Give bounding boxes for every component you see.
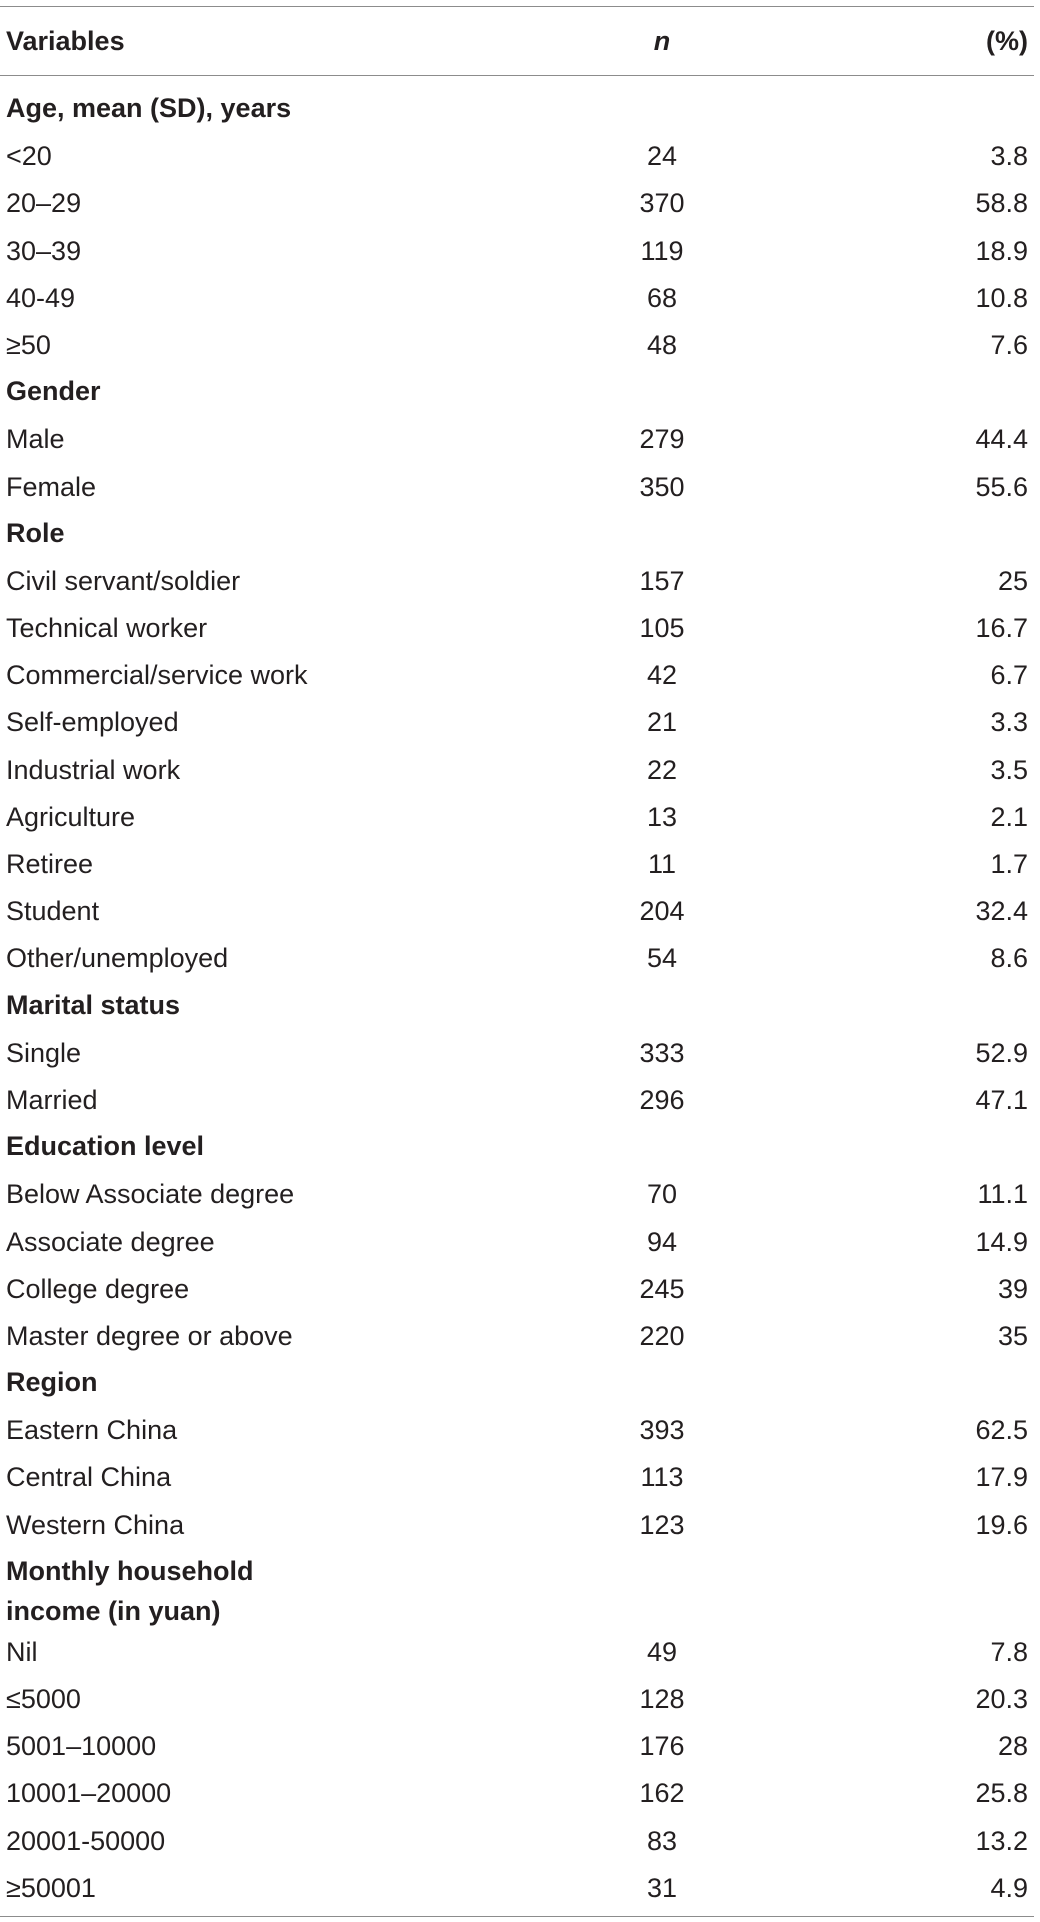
- percent-value: 7.8: [990, 1636, 1028, 1667]
- section-header-row: [0, 371, 1040, 418]
- variable-label: 20001-50000: [6, 1825, 166, 1856]
- count-value: 94: [646, 1226, 678, 1257]
- table-row: [0, 937, 1040, 984]
- percent-value: 2.1: [990, 801, 1028, 832]
- section-header-row: [0, 513, 1040, 560]
- variable-label: Female: [6, 471, 97, 502]
- count-value: 42: [646, 660, 678, 691]
- variable-label: Single: [6, 1037, 82, 1068]
- section-header-row: [0, 1126, 1040, 1173]
- percent-value: 3.5: [990, 754, 1028, 785]
- table-body: [0, 88, 1040, 1914]
- section-label: Monthly household income (in yuan): [6, 1555, 254, 1626]
- header-variables: Variables: [6, 26, 125, 56]
- percent-value: 62.5: [975, 1415, 1028, 1446]
- header-n-label: n: [653, 26, 671, 56]
- variable-label: ≤5000: [6, 1684, 81, 1714]
- count-value: 119: [640, 235, 684, 266]
- percent-value: 10.8: [975, 282, 1028, 313]
- section-label: Education level: [6, 1131, 205, 1162]
- variable-label: Self-employed: [6, 707, 179, 738]
- variable-label: Western China: [6, 1509, 185, 1540]
- count-value: 22: [646, 754, 678, 785]
- variable-label: Eastern China: [6, 1415, 178, 1446]
- percent-value: 1.7: [990, 849, 1028, 879]
- count-value: 393: [639, 1415, 685, 1446]
- variable-label: <20: [6, 141, 52, 172]
- table-row: [0, 1173, 1040, 1220]
- table-row: [0, 654, 1040, 701]
- variable-label: Technical worker: [6, 613, 208, 644]
- table-row: [0, 1631, 1040, 1678]
- table-row: [0, 135, 1040, 182]
- count-value: 123: [639, 1509, 685, 1540]
- count-value: 49: [646, 1636, 678, 1667]
- count-value: 70: [646, 1179, 678, 1210]
- table-row: [0, 230, 1040, 277]
- count-value: 128: [639, 1684, 685, 1714]
- table-row: [0, 749, 1040, 796]
- section-label: Role: [6, 517, 65, 548]
- section-header-row: [0, 1551, 1040, 1631]
- variable-label: ≥50001: [6, 1872, 96, 1903]
- section-header-row: [0, 985, 1040, 1032]
- percent-value: 32.4: [975, 896, 1028, 927]
- table-row: [0, 1409, 1040, 1456]
- count-value: 13: [646, 801, 678, 832]
- variable-label: Nil: [6, 1636, 38, 1667]
- percent-value: 18.9: [975, 235, 1028, 266]
- count-value: 162: [639, 1778, 685, 1809]
- percent-value: 28: [997, 1731, 1028, 1762]
- table-row: [0, 560, 1040, 607]
- section-header-row: [0, 88, 1040, 135]
- count-value: 21: [646, 707, 678, 738]
- table-row: [0, 182, 1040, 229]
- variable-label: Master degree or above: [6, 1320, 293, 1351]
- variable-label: Student: [6, 896, 100, 927]
- table-row: [0, 796, 1040, 843]
- variable-label: Male: [6, 424, 65, 455]
- table-row: [0, 1221, 1040, 1268]
- count-value: 105: [639, 613, 685, 644]
- percent-value: 4.9: [990, 1872, 1028, 1903]
- table-row: [0, 1032, 1040, 1079]
- count-value: 296: [639, 1084, 685, 1115]
- percent-value: 47.1: [975, 1084, 1028, 1115]
- percent-value: 19.6: [975, 1509, 1028, 1540]
- count-value: 245: [639, 1273, 685, 1304]
- count-value: 220: [639, 1320, 685, 1351]
- variable-label: Associate degree: [6, 1226, 215, 1257]
- table-row: [0, 843, 1040, 890]
- table-row: [0, 466, 1040, 513]
- table-row: [0, 1772, 1040, 1819]
- count-value: 370: [639, 188, 685, 219]
- table-row: [0, 701, 1040, 748]
- table-row: [0, 324, 1040, 371]
- table-row: [0, 1456, 1040, 1503]
- variable-label: College degree: [6, 1273, 190, 1304]
- table-row: [0, 1820, 1040, 1867]
- table-row: [0, 1268, 1040, 1315]
- table-row: [0, 1079, 1040, 1126]
- variable-label: Agriculture: [6, 801, 136, 832]
- table-row: [0, 1504, 1040, 1551]
- variable-label: Below Associate degree: [6, 1179, 295, 1210]
- count-value: 11: [647, 849, 677, 879]
- section-label: Region: [6, 1367, 98, 1398]
- percent-value: 20.3: [975, 1684, 1028, 1714]
- header-rule: [0, 75, 1034, 76]
- percent-value: 17.9: [975, 1462, 1028, 1493]
- variable-label: 40-49: [6, 282, 76, 313]
- percent-value: 52.9: [975, 1037, 1028, 1068]
- percent-value: 8.6: [990, 943, 1028, 974]
- header-percent: (%): [986, 26, 1028, 56]
- count-value: 176: [639, 1731, 685, 1762]
- percent-value: 39: [997, 1273, 1028, 1304]
- count-value: 83: [646, 1825, 678, 1856]
- section-header-row: [0, 1362, 1040, 1409]
- count-value: 279: [639, 424, 685, 455]
- variable-label: Industrial work: [6, 754, 181, 785]
- variable-label: Other/unemployed: [6, 943, 229, 974]
- percent-value: 55.6: [975, 471, 1028, 502]
- variable-label: 20–29: [6, 188, 82, 219]
- section-label: Gender: [6, 376, 101, 407]
- percent-value: 44.4: [975, 424, 1028, 455]
- variable-label: Central China: [6, 1462, 172, 1493]
- section-label: Marital status: [6, 989, 181, 1020]
- bottom-rule: [0, 1916, 1034, 1917]
- percent-value: 7.6: [990, 329, 1028, 360]
- variable-label: ≥50: [6, 329, 51, 360]
- section-label: Age, mean (SD), years: [6, 93, 292, 123]
- percent-value: 35: [997, 1320, 1028, 1351]
- percent-value: 13.2: [975, 1825, 1028, 1856]
- variable-label: Married: [6, 1084, 98, 1115]
- count-value: 48: [646, 329, 678, 360]
- count-value: 54: [646, 943, 678, 974]
- count-value: 24: [646, 141, 678, 172]
- table-row: [0, 1867, 1040, 1914]
- count-value: 204: [639, 896, 685, 927]
- percent-value: 25: [997, 565, 1028, 596]
- count-value: 157: [639, 565, 685, 596]
- count-value: 31: [646, 1872, 678, 1903]
- percent-value: 3.8: [990, 141, 1028, 172]
- percent-value: 11.1: [977, 1179, 1028, 1210]
- percent-value: 14.9: [975, 1226, 1028, 1257]
- percent-value: 16.7: [975, 613, 1028, 644]
- variable-label: Civil servant/soldier: [6, 565, 241, 596]
- variable-label: Retiree: [6, 849, 94, 879]
- percent-value: 6.7: [990, 660, 1028, 691]
- count-value: 113: [640, 1462, 684, 1493]
- percent-value: 3.3: [990, 707, 1028, 738]
- table-header-row: [0, 10, 1040, 74]
- table-row: [0, 418, 1040, 465]
- percent-value: 25.8: [975, 1778, 1028, 1809]
- count-value: 333: [639, 1037, 685, 1068]
- variable-label: 5001–10000: [6, 1731, 157, 1762]
- count-value: 350: [639, 471, 685, 502]
- table-row: [0, 607, 1040, 654]
- table-row: [0, 890, 1040, 937]
- variable-label: 30–39: [6, 235, 82, 266]
- count-value: 68: [646, 282, 678, 313]
- percent-value: 58.8: [975, 188, 1028, 219]
- variable-label: 10001–20000: [6, 1778, 172, 1809]
- table-row: [0, 1678, 1040, 1725]
- table-row: [0, 277, 1040, 324]
- top-rule: [0, 6, 1034, 7]
- variable-label: Commercial/service work: [6, 660, 308, 691]
- table-row: [0, 1725, 1040, 1772]
- table-row: [0, 1315, 1040, 1362]
